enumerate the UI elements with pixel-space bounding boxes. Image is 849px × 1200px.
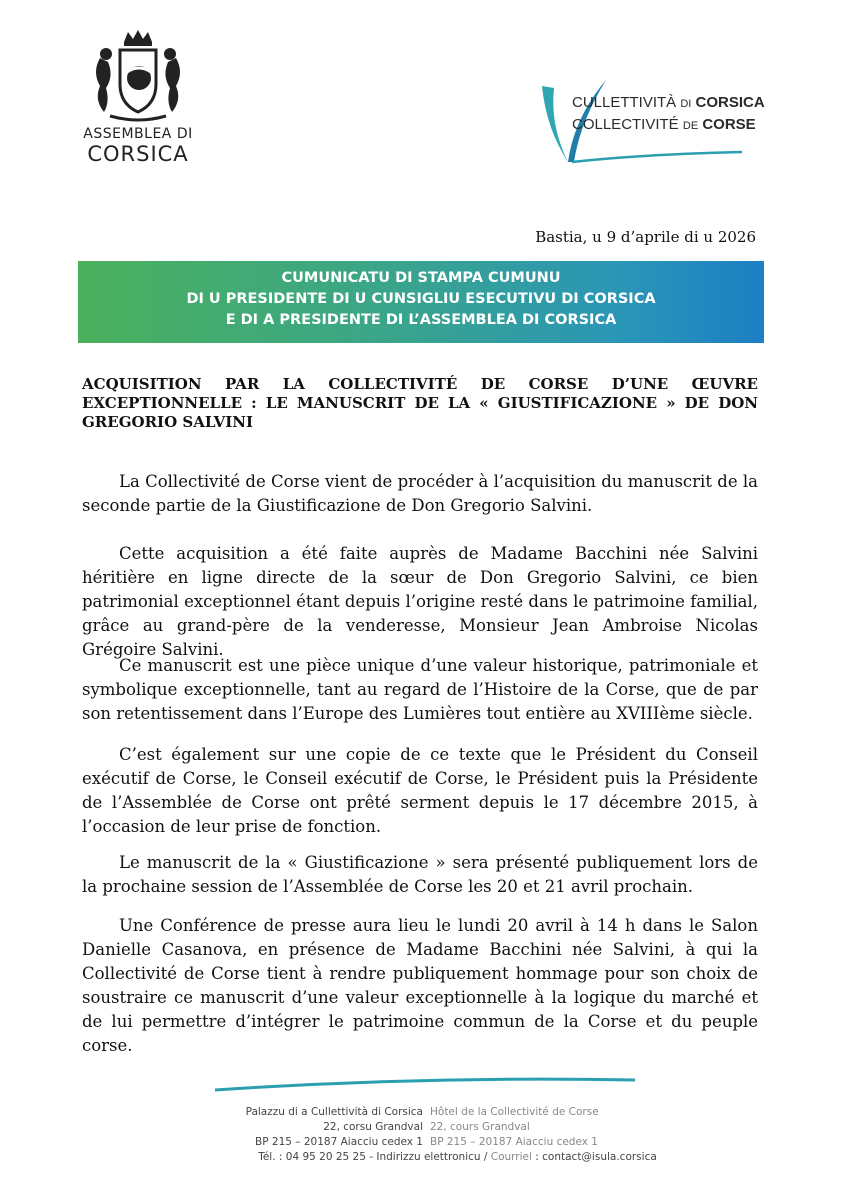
footer-swoosh-icon (215, 1074, 635, 1094)
assemblea-crest-icon (86, 28, 190, 124)
collectivite-logo-line2 (572, 116, 756, 133)
footer-contact-email[interactable]: : contact@isula.corsica (535, 1151, 657, 1163)
banner-line-2: DI U PRESIDENTE DI U CUNSIGLIU ESECUTIVU DI CORSICA (186, 291, 656, 307)
body-paragraph-3: Ce manuscrit est une pièce unique d’une valeur historique, patrimoniale et symbolique exceptionnelle, tant au regard de l’Histoire de la Corse, que de par son retentissement dans l’Europe des Lumières tout entière au XVIIIème siècle. (82, 656, 758, 723)
body-paragraph-2: Cette acquisition a été faite auprès de Madame Bacchini née Salvini héritière en ligne directe de la sœur de Don Gregorio Salvini, ce bien patrimonial exceptionnel étant depuis l’origine resté dans le patrimoine familial, grâce au grand-père de la venderesse, Monsieur Jean Ambroise Nicolas Grégoire Salvini. (82, 544, 758, 659)
footer-left-line-1: Palazzu di a Cullettività di Corsica (245, 1106, 423, 1118)
assemblea-logo-line1: ASSEMBLEA DI (83, 126, 193, 142)
body-paragraph-4: C’est également sur une copie de ce texte que le Président du Conseil exécutif de Corse, le Conseil exécutif de Corse, le Président puis la Présidente de l’Assemblée de Corse ont prêté serment depuis le 17 décembre 2015, à l’occasion de leur prise de fonction. (82, 745, 758, 836)
document-heading: ACQUISITION PAR LA COLLECTIVITÉ DE CORSE D’UNE ŒUVRE EXCEPTIONNELLE : LE MANUSCRIT DE LA « GIUSTIFICAZIONE » DE DON GREGORIO SALVINI (82, 375, 758, 431)
cdc-line1-word1: CULLETTIVITÀ (572, 94, 677, 111)
cdc-line1-word3: CORSICA (695, 94, 765, 111)
cdc-line2-word3: CORSE (702, 116, 756, 133)
footer-right-line-3: BP 215 – 20187 Aiacciu cedex 1 (430, 1136, 598, 1148)
footer-contact-phone: Tél. : 04 95 20 25 25 - Indirizzu elettronicu / (258, 1151, 488, 1163)
banner-line-1: CUMUNICATU DI STAMPA CUMUNU (281, 270, 561, 286)
collectivite-logo-line1 (572, 94, 765, 111)
assemblea-logo-line2: CORSICA (87, 142, 189, 166)
footer-left-line-2: 22, corsu Grandval (323, 1121, 423, 1133)
assemblea-di-corsica-logo (72, 28, 204, 170)
date-line: Bastia, u 9 d’aprile di u 2026 (535, 228, 756, 246)
collectivite-de-corse-logo (528, 58, 765, 170)
cdc-line2-word1: COLLECTIVITÉ (572, 116, 679, 133)
cdc-line1-word2: DI (680, 98, 692, 110)
collectivite-swoosh-icon (528, 58, 758, 170)
footer-left-line-3: BP 215 – 20187 Aiacciu cedex 1 (255, 1136, 423, 1148)
footer-right-line-2: 22, cours Grandval (430, 1121, 530, 1133)
footer-right-line-1: Hôtel de la Collectivité de Corse (430, 1106, 599, 1118)
body-paragraph-6: Une Conférence de presse aura lieu le lundi 20 avril à 14 h dans le Salon Danielle Casanova, en présence de Madame Bacchini née Salvini, à qui la Collectivité de Corse tient à rendre publiquement hommage pour son choix de soustraire ce manuscrit d’une valeur exceptionnelle à la logique du marché et de lui permettre d’intégrer le patrimoine commun de la Corse et du peuple corse. (82, 916, 758, 1055)
banner-line-3: E DI A PRESIDENTE DI L’ASSEMBLEA DI CORSICA (225, 312, 617, 328)
body-paragraph-5: Le manuscrit de la « Giustificazione » sera présenté publiquement lors de la prochaine session de l’Assemblée de Corse les 20 et 21 avril prochain. (82, 853, 758, 896)
footer-contact (0, 1151, 849, 1163)
footer-contact-courriel-label: Courriel (490, 1151, 532, 1163)
press-release-banner (78, 261, 764, 343)
body-paragraph-1: La Collectivité de Corse vient de procéder à l’acquisition du manuscrit de la seconde partie de la Giustificazione de Don Gregorio Salvini. (82, 472, 758, 515)
cdc-line2-word2: DE (682, 120, 699, 132)
